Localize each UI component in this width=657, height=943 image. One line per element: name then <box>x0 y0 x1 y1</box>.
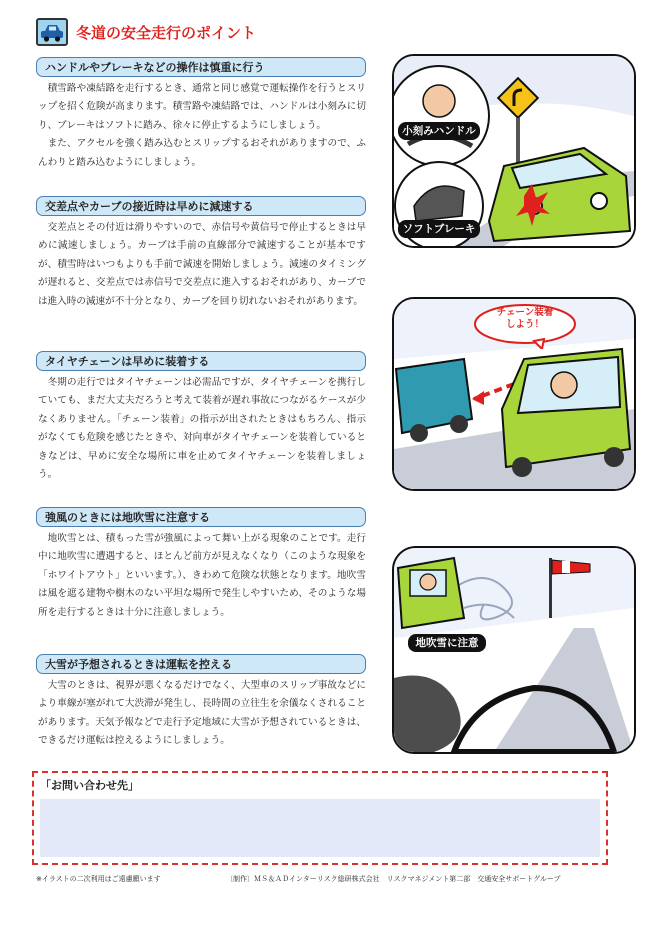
paragraph: 交差点とその付近は滑りやすいので、赤信号や黄信号で停止するときは早めに減速しましょう。カーブは手前の直線部分で減速することが基本ですが、積雪時はいつもよりも手前で減速を開始しましょう。減速のタイミングが遅れると、交差点では赤信号で交差点に進入するおそれがあり、カーブでは進入時の減速が不十分となり、カーブを回り切れないおそれがあります。 <box>38 222 366 307</box>
footer-note: ※イラストの二次利用はご遠慮願います <box>36 875 161 883</box>
section-body-ground-blizzard <box>38 530 366 622</box>
section-body-chains <box>38 374 366 484</box>
bubble-line: しよう！ <box>505 319 544 330</box>
illustration-tire-chains <box>392 297 636 491</box>
section-heading-heavy-snow: 大雪が予想されるときは運転を控える <box>36 654 366 674</box>
car-icon <box>36 18 68 46</box>
label-soft-brake: ソフトブレーキ <box>398 220 480 238</box>
contact-area <box>40 799 600 857</box>
paragraph: 冬期の走行ではタイヤチェーンは必需品ですが、タイヤチェーンを携行していても、まだ大丈夫だろうと考えて装着が遅れ事故につながるケースが少なくありません。「チェーン装着」の指示が出されたときはもちろん、指示がなくても危険を感じたときや、対向車がタイヤチェーンを装着しているときなどは、早めに安全な場所に車を止めてタイヤチェーンを装着しましょう。 <box>38 377 366 481</box>
page-title: 冬道の安全走行のポイント <box>76 24 257 42</box>
section-heading-operation: ハンドルやブレーキなどの操作は慎重に行う <box>36 57 366 77</box>
label-small-steering: 小刻みハンドル <box>398 122 480 140</box>
contact-box <box>32 771 608 865</box>
label-ground-blizzard: 地吹雪に注意 <box>408 634 486 652</box>
section-body-operation <box>38 80 366 172</box>
bubble-text <box>486 307 564 331</box>
contact-label: 「お問い合わせ先」 <box>40 779 139 792</box>
section-body-heavy-snow <box>38 677 366 751</box>
illustration-ground-blizzard <box>392 546 636 754</box>
paragraph: 地吹雪とは、積もった雪が強風によって舞い上がる現象のことです。走行中に地吹雪に遭遇すると、ほとんど前方が見えなくなり（このような現象を「ホワイトアウト」といいます。）、きわめて危険な状態となります。地吹雪は風を遮る建物や樹木のない平坦な場所で発生しやすいため、そのような場所を走行するときは十分に注意しましょう。 <box>38 533 366 618</box>
green-car-icon <box>398 558 464 628</box>
section-heading-chains: タイヤチェーンは早めに装着する <box>36 351 366 371</box>
green-car-icon <box>502 349 630 477</box>
section-heading-intersection: 交差点やカーブの接近時は早めに減速する <box>36 196 366 216</box>
section-body-intersection <box>38 219 366 311</box>
illustration-steering-braking <box>392 54 636 248</box>
paragraph: また、アクセルを強く踏み込むとスリップするおそれがありますので、ふんわりと踏み込むようにしましょう。 <box>38 138 366 168</box>
paragraph: 大雪のときは、視界が悪くなるだけでなく、大型車のスリップ事故などにより車線が塞がれて大渋滞が発生し、長時間の立往生を余儀なくされることがあります。天気予報などで走行予定地域に大雪が予想されているときは、できるだけ運転は控えるようにしましょう。 <box>38 680 366 747</box>
bubble-line: チェーン装着 <box>496 307 554 318</box>
section-heading-ground-blizzard: 強風のときには地吹雪に注意する <box>36 507 366 527</box>
paragraph: 積雪路や凍結路を走行するとき、通常と同じ感覚で運転操作を行うとスリップを招く危険が高まります。積雪路や凍結路では、ハンドルは小刻みに切り、ブレーキはソフトに踏み、徐々に停止するようにしましょう。 <box>38 83 366 131</box>
footer-credit: 〔制作〕ＭＳ＆ＡＤインターリスク総研株式会社 リスクマネジメント第二部 交通安全サポートグループ <box>226 875 561 883</box>
